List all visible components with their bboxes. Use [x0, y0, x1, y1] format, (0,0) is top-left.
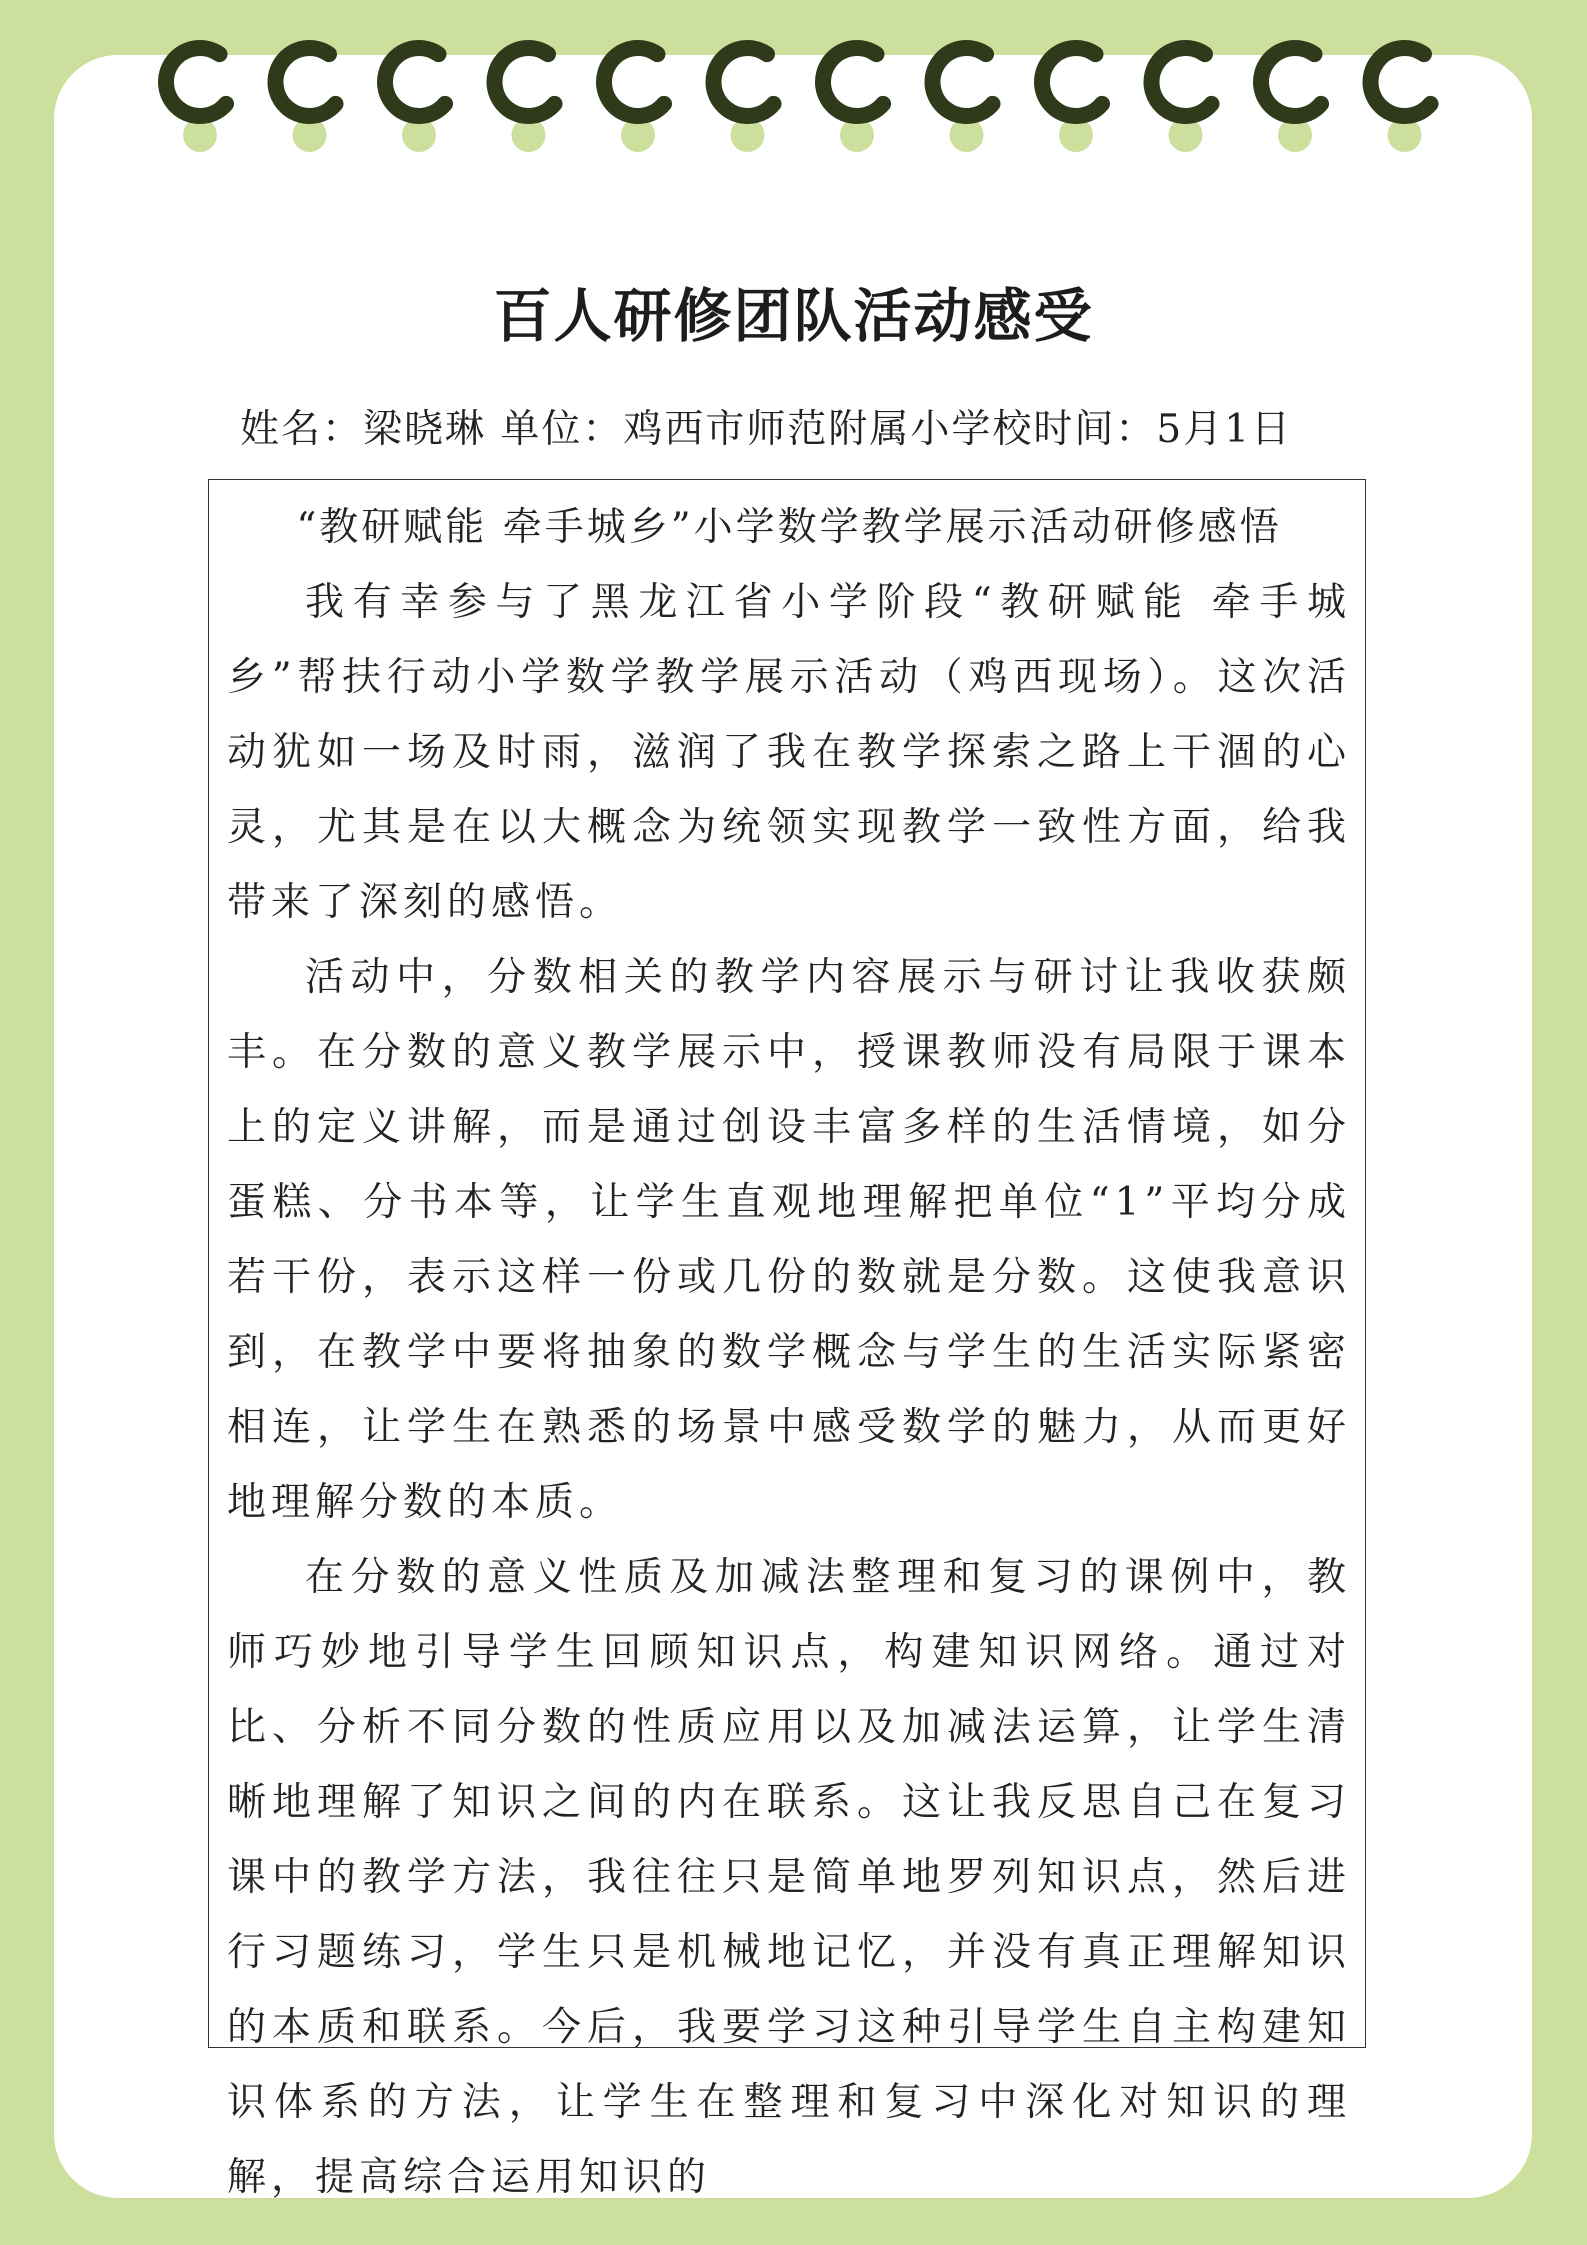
author-info-line: 姓名：梁晓琳 单位：鸡西市师范附属小学校时间：5月1日 — [240, 407, 1293, 452]
reflection-heading: “教研赋能 牵手城乡”小学数学教学展示活动研修感悟 — [296, 505, 1282, 550]
paragraph-3: 在分数的意义性质及加减法整理和复习的课例中，教师巧妙地引导学生回顾知识点，构建知识网络。通过对比、分析不同分数的性质应用以及加减法运算，让学生清晰地理解了知识之间的内在联系。这让我反思自己在复习课中的教学方法，我往往只是简单地罗列知识点，然后进行习题练习，学生只是机械地记忆，并没有真正理解知识的本质和联系。今后，我要学习这种引导学生自主构建知识体系的方法，让学生在整理和复习中深化对知识的理解，提高综合运用知识的 — [227, 1555, 1351, 2200]
reflection-text-box — [208, 479, 1366, 2200]
paragraph-1: 我有幸参与了黑龙江省小学阶段“教研赋能 牵手城乡”帮扶行动小学数学教学展示活动（鸡西现场）。这次活动犹如一场及时雨，滋润了我在教学探索之路上干涸的心灵，尤其是在以大概念为统领实现教学一致性方面，给我带来了深刻的感悟。 — [227, 580, 1351, 925]
page-title: 百人研修团队活动感受 — [493, 282, 1094, 350]
reflection-content — [227, 490, 1351, 2215]
paragraph-2: 活动中，分数相关的教学内容展示与研讨让我收获颇丰。在分数的意义教学展示中，授课教师没有局限于课本上的定义讲解，而是通过创设丰富多样的生活情境，如分蛋糕、分书本等，让学生直观地理解把单位“1”平均分成若干份，表示这样一份或几份的数就是分数。这使我意识到，在教学中要将抽象的数学概念与学生的生活实际紧密相连，让学生在熟悉的场景中感受数学的魅力，从而更好地理解分数的本质。 — [227, 955, 1351, 1525]
